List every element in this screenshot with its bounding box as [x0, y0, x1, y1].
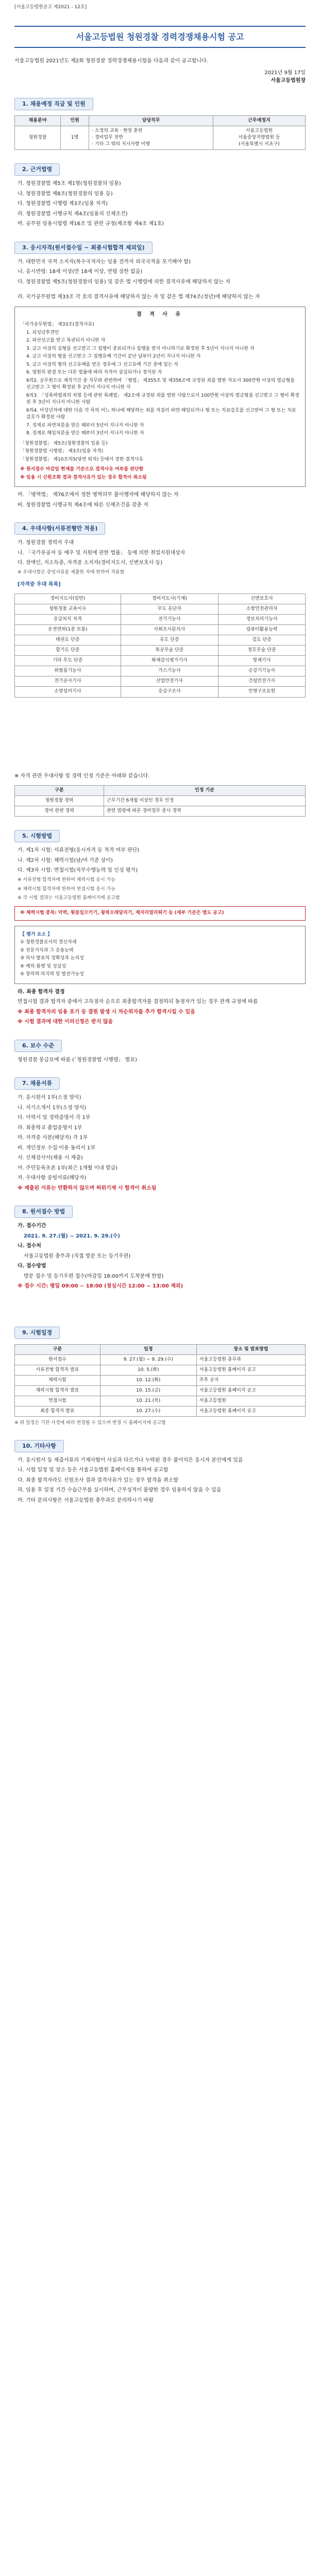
cell: 전기공사기사	[15, 676, 121, 687]
section-header: 10. 기타사항	[14, 1440, 64, 1452]
section-misc	[14, 1440, 306, 1504]
box-line: 7. 징계로 파면처분을 받은 때부터 5년이 지나지 아니한 자	[26, 422, 144, 428]
col-header: 채용분야	[15, 116, 61, 126]
col-header: 구분	[15, 786, 104, 796]
list-item: 가. 청원경찰 경력자 우대	[18, 540, 74, 546]
box-line: ① 청원경찰로서의 정신자세	[20, 940, 77, 945]
intro-paragraph	[14, 57, 306, 65]
misc-list	[14, 1456, 306, 1505]
section-application	[14, 1206, 306, 1290]
box-line: ④ 예의·품행 및 성실성	[20, 963, 66, 969]
list-item: 다. 제3차 시험: 면접시험(직무수행능력 및 인성 평가)	[18, 868, 138, 874]
box-line: 2. 파산선고를 받고 복권되지 아니한 자	[26, 338, 106, 344]
cell: 관련 법령에 따른 경비업무 종사 경력	[104, 806, 305, 817]
cell: 특공무술 단증	[121, 646, 218, 656]
certificate-table	[14, 594, 306, 697]
box-line: 「청원경찰법」 제5조(청원경찰의 임용 등)	[20, 440, 108, 446]
box-line: 6의4. 미성년자에 대한 다음 각 목의 어느 하나에 해당하는 죄를 저질러 파면·해임되거나 형 또는 치료감호를 선고받아 그 형 또는 치료감호가 확정된 사람	[26, 408, 296, 420]
schedule-table	[14, 1344, 306, 1417]
cell: 전기기능사	[121, 615, 218, 625]
cell: 경비지도사(일반)	[15, 594, 121, 604]
section-header: 1. 채용예정 직급 및 인원	[14, 98, 93, 110]
cell: 10. 15.(금)	[100, 1385, 196, 1396]
box-line: ③ 의사 발표의 정확성과 논리성	[20, 956, 84, 961]
note: ※ 접수 시간: 평일 09:00 ~ 18:00 (점심시간 12:00 ~ 13:00 제외)	[18, 1283, 183, 1290]
eligibility-list-2	[14, 491, 306, 509]
note: ※ 최종 합격자의 임용 포기 등 결원 발생 시 차순위자를 추가 합격시킬 수 있음	[18, 1009, 195, 1015]
fitness-note: ※ 체력시험 종목: 악력, 윗몸일으키기, 왕복오래달리기, 제자리멀리뛰기 등 (세부 기준은 별도 공고)	[20, 910, 224, 916]
cell: 서울고등법원 홈페이지 공고	[196, 1406, 305, 1416]
cell: 사회조사분석사	[121, 625, 218, 635]
list-item: 나. 시험 일정 및 장소 등은 서울고등법원 홈페이지를 통하여 공고함	[18, 1467, 169, 1473]
section-eligibility	[14, 242, 306, 509]
list-item: 다. 장애인, 저소득층, 자격증 소지자(경비지도사, 신변보호사 등)	[18, 560, 163, 566]
list-item: 마. 자격증 사본(해당자) 각 1부	[18, 1135, 88, 1141]
table-row	[15, 635, 306, 646]
box-title: 【 평가 요소 】	[20, 931, 53, 937]
application-place: 서울고등법원 총무과 (직접 방문 또는 등기우편)	[24, 1253, 131, 1259]
cell: 건설안전기사	[218, 676, 306, 687]
list-item: 나. 제2차 시험: 체력시험(남/여 기준 상이)	[18, 857, 113, 863]
box-note: ※ 임용 시 신원조회 결과 결격사유가 있는 경우 합격이 취소됨	[20, 474, 147, 480]
section-experience	[14, 773, 306, 817]
cell: 서류전형 합격자 발표	[15, 1365, 100, 1375]
evaluation-box	[14, 926, 306, 984]
box-line: 3. 금고 이상의 실형을 선고받고 그 집행이 종료되거나 집행을 받지 아니하기로 확정된 후 5년이 지나지 아니한 자	[26, 346, 255, 351]
list-item: 가. 응시원서 1부(소정 양식)	[18, 1095, 81, 1101]
list-item: 나. 청원경찰법 제8조(청원경찰의 임용 등)	[18, 191, 113, 197]
cell: 10. 5.(화)	[100, 1365, 196, 1375]
box-line: 4. 금고 이상의 형을 선고받고 그 집행유예 기간이 끝난 날부터 2년이 지나지 아니한 자	[26, 354, 201, 360]
section-exam-method	[14, 830, 306, 1026]
experience-table	[14, 785, 306, 817]
cell: 체력시험	[15, 1375, 100, 1385]
cell: 합기도 단증	[15, 646, 121, 656]
table-title: [자격증 우대 목록]	[18, 581, 61, 587]
table-row	[15, 1396, 306, 1406]
positions-table	[14, 115, 306, 150]
preference-list	[14, 539, 306, 588]
table-row	[15, 646, 306, 656]
list-item: 나. 접수처	[18, 1243, 41, 1249]
cell: 서울고등법원 홈페이지 공고	[196, 1385, 305, 1396]
list-item: 가. 응시원서 등 제출서류의 기재사항이 사실과 다르거나 누락된 경우 불이익은 응시자 본인에게 있음	[18, 1457, 243, 1463]
list-item: 아. 주민등록초본 1부(최근 1개월 이내 발급)	[18, 1165, 118, 1171]
col-header: 근무예정지	[213, 116, 305, 126]
list-item: 자. 우대사항 증빙서류(해당자)	[18, 1175, 87, 1181]
cell: 소방설비기사	[15, 687, 121, 697]
cell: 무도 유단자	[121, 604, 218, 615]
list-item: 나. 자기소개서 1부(소정 양식)	[18, 1105, 87, 1111]
note: ※ 체력시험 합격자에 한하여 면접시험 응시 가능	[18, 886, 115, 892]
cell: 유도 단증	[121, 635, 218, 646]
box-line: 「청원경찰법 시행령」 제3조(임용 자격)	[20, 449, 104, 454]
table-row	[15, 687, 306, 697]
list-item: 다. 청원경찰법 시행령 제3조(임용 자격)	[18, 201, 108, 207]
cell: 청원경찰 교육이수	[15, 604, 121, 615]
cell: 서울고등법원	[196, 1396, 305, 1406]
cell: 10. 12.(화)	[100, 1375, 196, 1385]
box-line: 6. 법원의 판결 또는 다른 법률에 따라 자격이 상실되거나 정지된 자	[26, 370, 162, 376]
box-note: ※ 원서접수 마감일 현재를 기준으로 결격사유 여부를 판단함	[20, 467, 144, 472]
cell: 최종 합격자 발표	[15, 1406, 100, 1416]
cell: 1명	[61, 126, 89, 150]
cell: 청원경찰	[15, 126, 61, 150]
section-header: 6. 보수 수준	[14, 1040, 62, 1052]
table-row	[15, 666, 306, 676]
cell: 서울고등법원 총무과	[196, 1354, 305, 1365]
note: ※ 위 일정은 기관 사정에 따라 변경될 수 있으며 변경 시 홈페이지에 공고함	[14, 1420, 166, 1426]
table-row	[15, 625, 306, 635]
note: ※ 각 시험 결과는 서울고등법원 홈페이지에 공고함	[18, 895, 120, 901]
cell: 태권도 단증	[15, 635, 121, 646]
legal-list	[14, 180, 306, 228]
list-item: 라. 최종학교 졸업증명서 1부	[18, 1125, 82, 1131]
col-header: 구분	[15, 1344, 100, 1354]
list-item: 다. 청원경찰법 제5조(청원경찰의 임용) 및 같은 법 시행령에 의한 결격사유에 해당하지 않는 자	[18, 279, 230, 285]
documents-list	[14, 1094, 306, 1192]
list-item: 마. 공무원 임용시험령 제16조 및 관련 규정(제조항 제4조 제1호)	[18, 221, 164, 227]
list-item: 나. 「국가유공자 등 예우 및 지원에 관한 법률」 등에 의한 취업지원대상자	[18, 550, 186, 556]
list-item: 청원경찰 봉급표에 따름 (「청원경찰법 시행령」 별표)	[18, 1057, 137, 1063]
col-header: 인정 기준	[104, 786, 305, 796]
section-header: 9. 시험일정	[14, 1327, 60, 1339]
spacer	[14, 698, 306, 759]
box-line: ② 전문지식과 그 응용능력	[20, 947, 74, 953]
cell: 정보처리기능사	[218, 615, 306, 625]
section-header: 4. 우대사항(서류전형만 적용)	[14, 522, 105, 535]
box-line: ⑤ 창의력·의지력 및 발전가능성	[20, 972, 84, 977]
list-item: 가. 청원경찰법 제5조 제1항(청원경찰의 임용)	[18, 181, 121, 187]
section-header: 8. 원서접수 방법	[14, 1206, 73, 1218]
box-line: 6의2. 공무원으로 재직기간 중 직무와 관련하여 「형법」 제355조 및 제356조에 규정된 죄를 범한 자로서 300만원 이상의 벌금형을 선고받고 그 형이 확정된 후 2년이 지나지 아니한 자	[26, 378, 295, 391]
section-preferences	[14, 522, 306, 697]
table-row	[15, 615, 306, 625]
cell: 10. 21.(목)	[100, 1396, 196, 1406]
box-title: 결 격 사 유	[136, 311, 184, 317]
notice-date: 2021년 9월 17일	[264, 70, 306, 76]
col-header: 일정	[100, 1344, 196, 1354]
box-line: 6의3. 「성폭력범죄의 처벌 등에 관한 특례법」 제2조에 규정된 죄를 범한 사람으로서 100만원 이상의 벌금형을 선고받고 그 형이 확정된 후 3년이 지나지 아니한 사람	[26, 393, 299, 405]
table-row	[15, 796, 306, 806]
section-schedule	[14, 1327, 306, 1427]
list-item: 바. 청원경찰법 시행규칙 제4조에 따른 신체조건을 갖춘 자	[18, 502, 148, 508]
cell: 소방안전관리자	[218, 604, 306, 615]
cell: 면접시험	[15, 1396, 100, 1406]
col-header: 담당직무	[89, 116, 213, 126]
section-header: 2. 근거법령	[14, 163, 60, 176]
cell: 방재기사	[218, 656, 306, 666]
list-item: 나. 응시연령: 18세 이상(만 18세 이상, 연령 상한 없음)	[18, 269, 143, 275]
cell: 경호무술 단증	[218, 646, 306, 656]
section-header: 5. 시험방법	[14, 830, 60, 842]
cell: 경비 관련 경력	[15, 806, 104, 817]
box-line: 「국가공무원법」 제33조(결격사유)	[20, 322, 94, 328]
list-item: 가. 제1차 시험: 서류전형(응시자격 등 적격 여부 판단)	[18, 848, 140, 854]
list-item: 다. 이력서 및 경력증명서 각 1부	[18, 1115, 91, 1121]
note: ※ 제출된 서류는 반환하지 않으며 허위기재 시 합격이 취소됨	[18, 1185, 157, 1191]
cell: 9. 27.(월) ~ 9. 29.(수)	[100, 1354, 196, 1365]
section-salary	[14, 1040, 306, 1064]
section-documents	[14, 1077, 306, 1192]
table-row	[15, 1365, 306, 1375]
cell: 응급처치 자격	[15, 615, 121, 625]
table-row	[15, 1354, 306, 1365]
cell: 승강기기능사	[218, 666, 306, 676]
cell: 체력시험 합격자 발표	[15, 1385, 100, 1396]
note: ※ 서류전형 합격자에 한하여 체력시험 응시 가능	[18, 877, 115, 883]
list-item: ※ 자격 관련 우대사항 및 경력 인정 기준은 아래와 같습니다.	[14, 773, 150, 779]
table-row	[15, 594, 306, 604]
cell: 서울고등법원 홈페이지 공고	[196, 1365, 305, 1375]
box-line: 8. 징계로 해임처분을 받은 때부터 3년이 지나지 아니한 자	[26, 431, 144, 436]
cell: 근무기간 6개월 이상인 경우 인정	[104, 796, 305, 806]
cell: 응급구조사	[121, 687, 218, 697]
list-item: 라. 청원경찰법 시행규칙 제4조(임용의 신체조건)	[18, 211, 128, 217]
list-item: 다. 접수방법	[18, 1263, 46, 1269]
cell: · 소정의 교육 · 현장 훈련 · 경비업무 전반 · 기타 그 밖의 지시사항 이행	[89, 126, 213, 150]
list-item: 면접시험 결과 합격자 중에서 고득점자 순으로 최종합격자를 결정하되 동점자가 있는 경우 관계 규정에 따름	[18, 999, 258, 1005]
note: ※ 시험 결과에 대한 이의신청은 받지 않음	[18, 1019, 113, 1025]
list-item: 마. 「병역법」 제76조에서 정한 병역의무 불이행자에 해당하지 않는 자	[18, 492, 179, 498]
list-item: 가. 접수기간	[18, 1223, 46, 1229]
notice-number: [서울고등법원공고 제2021 - 12호]	[14, 5, 87, 10]
col-header: 인원	[61, 116, 89, 126]
table-row	[15, 1385, 306, 1396]
intro-text: 서울고등법원 2021년도 제2회 청원경찰 경력경쟁채용시험을 다음과 같이 공고합니다.	[14, 58, 209, 64]
cell: 컴퓨터활용능력	[218, 625, 306, 635]
section-positions	[14, 98, 306, 150]
eligibility-list	[14, 258, 306, 301]
cell: 산업안전기사	[121, 676, 218, 687]
table-row	[15, 126, 306, 150]
final-decision	[14, 988, 306, 1026]
table-row	[15, 676, 306, 687]
cell: 기타 무도 단증	[15, 656, 121, 666]
cell: 추후 공지	[196, 1375, 305, 1385]
fitness-note-box	[14, 906, 306, 921]
exam-list	[14, 846, 306, 902]
list-item: 마. 기타 문의사항은 서울고등법원 총무과로 문의하시기 바람	[18, 1497, 154, 1503]
table-row	[15, 806, 306, 817]
cell: 가스기능사	[121, 666, 218, 676]
table-row	[15, 1375, 306, 1385]
cell: 원서접수	[15, 1354, 100, 1365]
cell: 청원경찰 경력	[15, 796, 104, 806]
disqualification-box	[14, 307, 306, 487]
application-list	[14, 1222, 306, 1291]
col-header: 장소 및 발표방법	[196, 1344, 305, 1354]
table-row	[15, 656, 306, 666]
notice-issuer: 서울고등법원장	[271, 77, 306, 83]
box-line: 1. 피성년후견인	[26, 330, 59, 335]
cell: 운전면허(1종 보통)	[15, 625, 121, 635]
cell: 신변보호사	[218, 594, 306, 604]
section-legal-basis	[14, 163, 306, 228]
cell: 위험물기능사	[15, 666, 121, 676]
list-item: 바. 개인정보 수집·이용 동의서 1부	[18, 1145, 96, 1151]
cell: 서울고등법원 서울중앙지방법원 등 (서울특별시 서초구)	[213, 126, 305, 150]
cell: 화재감식평가기사	[121, 656, 218, 666]
box-line: 「청원경찰법」 제10조의5(당연 퇴직) 등에서 정한 결격사유	[20, 456, 144, 462]
note: ※ 우대사항은 증빙서류를 제출한 자에 한하여 적용함	[18, 569, 125, 575]
table-row	[15, 604, 306, 615]
cell: 10. 27.(수)	[100, 1406, 196, 1416]
list-item: 다. 최종 합격자라도 신원조사 결과 결격사유가 있는 경우 합격을 취소함	[18, 1477, 178, 1483]
list-item: 사. 신체검사서(채용 시 제출)	[18, 1155, 83, 1161]
page-title: 서울고등법원 청원경찰 경력경쟁채용시험 공고	[14, 26, 306, 48]
cell: 인명구조요원	[218, 687, 306, 697]
list-item: 라. 최종 합격자 결정	[18, 989, 65, 995]
section-header: 3. 응시자격(원서접수일 ~ 최종시험합격 제외일)	[14, 242, 153, 254]
cell: 경비지도사(기계)	[121, 594, 218, 604]
section-header: 7. 채용서류	[14, 1077, 60, 1090]
list-item: 라. 국가공무원법 제33조 각 호의 결격사유에 해당하지 않는 자 및 같은 법 제74조(정년)에 해당하지 않는 자	[18, 294, 260, 300]
box-line: 5. 금고 이상의 형의 선고유예를 받은 경우에 그 선고유예 기간 중에 있는 자	[26, 362, 179, 367]
list-item: 가. 대한민국 국적 소지자(복수국적자는 임용 전까지 외국국적을 포기해야 함)	[18, 259, 191, 265]
application-method: 방문 접수 및 등기우편 접수(마감일 18:00까지 도착분에 한함)	[24, 1273, 164, 1279]
table-row	[15, 1406, 306, 1416]
list-item: 라. 임용 후 일정 기간 수습근무를 실시하며, 근무성적이 불량한 경우 임용하지 않을 수 있음	[18, 1487, 222, 1494]
application-period: 2021. 9. 27.(월) ~ 2021. 9. 29.(수)	[24, 1233, 121, 1239]
spacer	[14, 1293, 306, 1313]
cell: 검도 단증	[218, 635, 306, 646]
